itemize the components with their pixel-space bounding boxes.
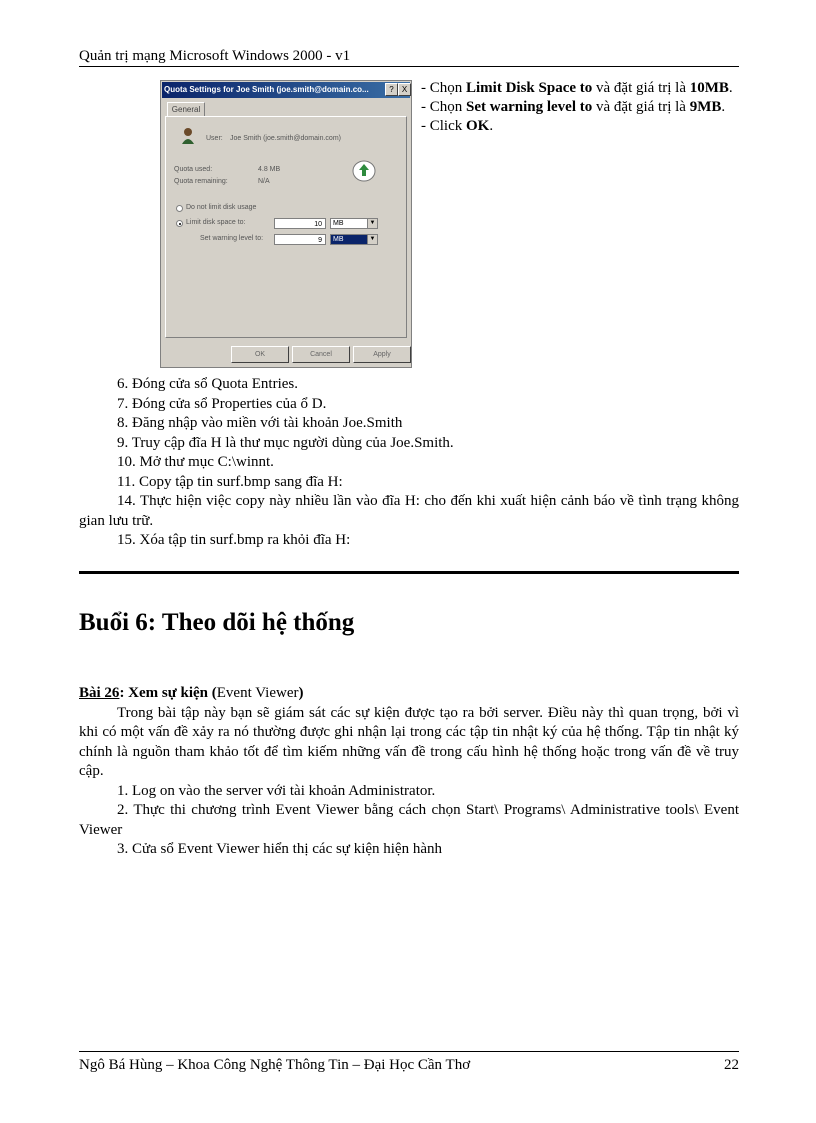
limit-value-field[interactable]: 10 [274, 218, 326, 229]
list-item: 10. Mở thư mục C:\winnt. [117, 454, 274, 470]
no-limit-label: Do not limit disk usage [186, 204, 257, 211]
instruction-text: - Click [421, 118, 466, 134]
warning-label: Set warning level to: [200, 235, 264, 242]
list-item: 11. Copy tập tin surf.bmp sang đĩa H: [117, 473, 343, 490]
instruction-value: 9MB [689, 99, 722, 115]
instruction-bold: OK [466, 118, 490, 134]
instruction-1 [421, 79, 739, 98]
apply-button[interactable]: Apply [353, 346, 411, 363]
list-item: 7. Đóng cửa sổ Properties của ổ D. [117, 395, 327, 412]
instruction-bold: Set warning level to [466, 99, 593, 115]
list-item: 1. Log on vào the server với tài khoản Administrator. [117, 782, 436, 799]
exercise-title: : Xem sự kiện ( [119, 685, 217, 701]
quota-remaining-label: Quota remaining: [174, 178, 228, 185]
list-item: 14. Thực hiện việc copy này nhiều lần vào đĩa H: cho đến khi xuất hiện cảnh báo về tình trạng không gian lưu trữ. [79, 493, 739, 529]
quota-used-value: 4.8 MB [258, 166, 281, 173]
cancel-button[interactable]: Cancel [292, 346, 350, 363]
list-item: 15. Xóa tập tin surf.bmp ra khỏi đĩa H: [117, 532, 351, 548]
page-header: Quản trị mạng Microsoft Windows 2000 - v1 [79, 48, 351, 64]
exercise-heading [79, 684, 739, 704]
list-item: 2. Thực thi chương trình Event Viewer bằng cách chọn Start\ Programs\ Administrative tools\ Event Viewer [79, 802, 739, 838]
tab-general[interactable]: General [167, 102, 205, 117]
instruction-bold: Limit Disk Space to [466, 80, 593, 96]
dialog-title: Quota Settings for Joe Smith (joe.smith@domain.co... [162, 82, 410, 98]
page-footer: Ngô Bá Hùng – Khoa Công Nghệ Thông Tin – Đại Học Cần Thơ [79, 1057, 471, 1073]
instruction-text: . [489, 118, 494, 134]
quota-status-icon [352, 159, 376, 183]
close-button[interactable]: X [398, 83, 411, 96]
warning-value-field[interactable]: 9 [274, 234, 326, 245]
chevron-down-icon: ▼ [367, 219, 377, 228]
user-icon [180, 127, 196, 145]
warning-unit-value: MB [333, 236, 344, 243]
instruction-text: - Chọn [421, 80, 466, 96]
limit-label: Limit disk space to: [186, 219, 246, 226]
limit-unit-select[interactable] [330, 218, 378, 229]
section-divider [79, 571, 739, 574]
warning-unit-select[interactable] [330, 234, 378, 245]
step-list [79, 375, 739, 551]
instruction-text: . [721, 99, 726, 115]
section-title: Buổi 6: Theo dõi hệ thống [79, 609, 355, 636]
user-label: User: [206, 135, 223, 142]
footer-divider [79, 1051, 739, 1052]
instruction-2 [421, 98, 739, 117]
no-limit-radio[interactable] [176, 205, 183, 212]
instruction-text: . [728, 80, 733, 96]
list-item: 6. Đóng cửa sổ Quota Entries. [117, 376, 299, 392]
chevron-down-icon: ▼ [367, 235, 377, 244]
page-number: 22 [724, 1057, 739, 1073]
instruction-3 [421, 117, 739, 136]
ok-button[interactable]: OK [231, 346, 289, 363]
instruction-list [421, 79, 739, 136]
exercise-title-plain: Event Viewer [216, 685, 299, 701]
exercise-intro: Trong bài tập này bạn sẽ giám sát các sự kiện được tạo ra bởi server. Điều này thì quan trọng, bởi vì khi có một vấn đề xảy ra nó thường được ghi nhận lại trong các tập tin nhật ký của hệ thống. Tập tin nhật ký chính là nguồn tham khảo tốt để tìm kiếm những vấn đề trong cấu hình hệ thống hoặc trong vấn đề về truy cập. [79, 704, 739, 779]
list-item: 3. Cửa sổ Event Viewer hiển thị các sự kiện hiện hành [117, 841, 442, 857]
list-item: 9. Truy cập đĩa H là thư mục người dùng của Joe.Smith. [117, 434, 454, 451]
dialog-panel [165, 116, 407, 338]
header-divider [79, 66, 739, 67]
quota-settings-dialog [160, 80, 412, 368]
instruction-text: và đặt giá trị là [592, 80, 690, 96]
user-value: Joe Smith (joe.smith@domain.com) [230, 135, 341, 142]
instruction-text: - Chọn [421, 99, 466, 115]
exercise-title-close: ) [298, 685, 304, 701]
instruction-text: và đặt giá trị là [592, 99, 690, 115]
instruction-value: 10MB [689, 80, 729, 96]
limit-radio[interactable] [176, 220, 183, 227]
exercise-label: Bài 26 [79, 685, 120, 701]
list-item: 8. Đăng nhập vào miền với tài khoản Joe.Smith [117, 415, 403, 431]
quota-remaining-value: N/A [258, 178, 270, 185]
exercise-body [79, 684, 739, 860]
help-button[interactable]: ? [385, 83, 398, 96]
quota-used-label: Quota used: [174, 166, 213, 173]
limit-unit-value: MB [333, 220, 344, 227]
